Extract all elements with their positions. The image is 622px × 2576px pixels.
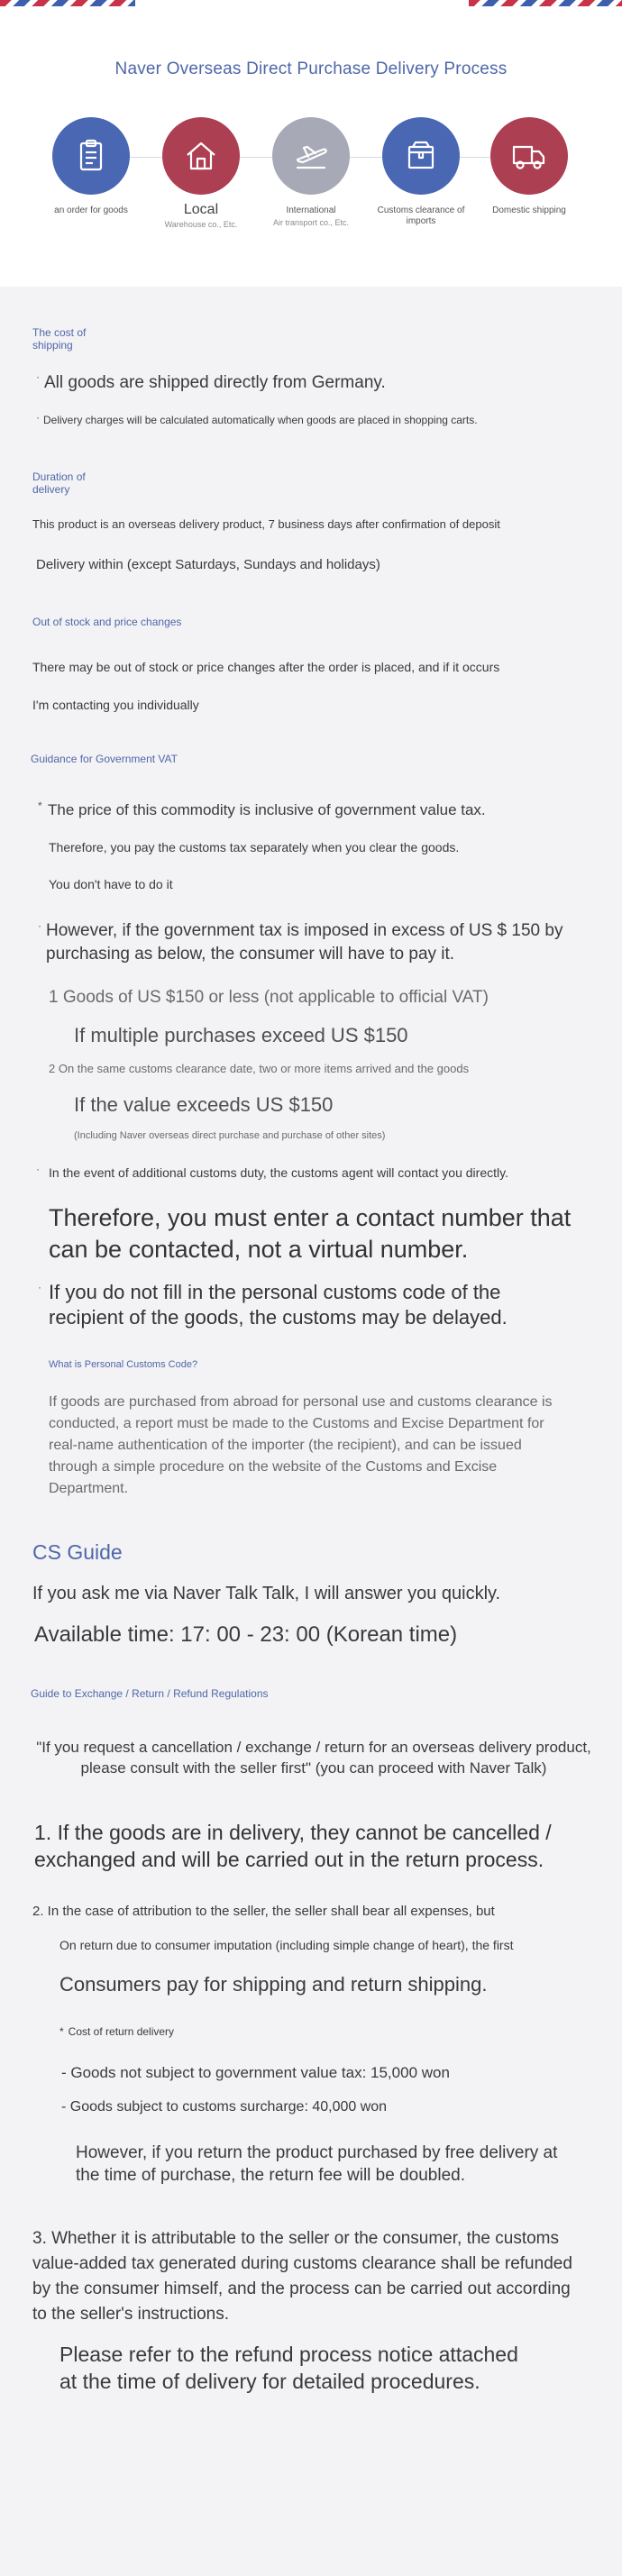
cs-line-2: Available time: 17: 00 - 23: 00 (Korean time) <box>34 1622 458 1647</box>
vat-item-2: 2 On the same customs clearance date, two or more items arrived and the goods <box>49 1062 470 1075</box>
step-label: International <box>286 206 336 215</box>
step-label: Local <box>183 202 219 217</box>
step-label: an order for goods <box>54 206 128 215</box>
page-title: Naver Overseas Direct Purchase Delivery Process <box>114 59 508 78</box>
refund-point-1: 1. If the goods are in delivery, they cannot be cancelled / exchanged and will be carried out in the return process. <box>34 1821 552 1871</box>
refund-point-2b: Consumers pay for shipping and return shipping. <box>59 1973 488 1996</box>
step-customs <box>362 117 480 227</box>
customs-duty-line: · In the event of additional customs duty, the customs agent will contact you directly. <box>36 1163 508 1180</box>
asterisk: * <box>59 2025 64 2038</box>
cs-line-1: If you ask me via Naver Talk Talk, I will answer you quickly. <box>32 1584 501 1603</box>
duration-heading: Duration of delivery <box>32 470 86 496</box>
vat-heading: Guidance for Government VAT <box>31 753 178 765</box>
step-label: Customs clearance of imports <box>377 206 465 226</box>
pcc-question: What is Personal Customs Code? <box>49 1359 198 1370</box>
step-international <box>252 117 370 228</box>
delivery-steps <box>0 117 622 252</box>
step-local <box>142 117 260 230</box>
truck-icon <box>490 117 568 195</box>
refund-point-3: 3. Whether it is attributable to the seller or the consumer, the customs value-added tax generated during customs clearance shall be refunded by the consumer himself, and the process can be carried out according to the seller's instructions. <box>32 2229 572 2324</box>
airplane-icon <box>272 117 350 195</box>
step-order <box>32 117 150 216</box>
stock-heading: Out of stock and price changes <box>32 616 182 628</box>
cost-line-1: · All goods are shipped directly from Germany. <box>36 370 386 392</box>
clipboard-icon <box>52 117 130 195</box>
return-cost-label: * Cost of return delivery <box>59 2025 175 2038</box>
cost-heading: The cost of shipping <box>32 326 87 352</box>
bullet: · <box>36 370 40 383</box>
cost-line-2: · Delivery charges will be calculated automatically when goods are placed in shopping carts. <box>36 411 478 426</box>
step-sublabel: Air transport co., Etc. <box>272 218 350 227</box>
warehouse-icon <box>162 117 240 195</box>
process-banner <box>0 0 622 287</box>
contact-number-notice: Therefore, you must enter a contact number that can be contacted, not a virtual number. <box>49 1204 572 1263</box>
vat-item-2b: If the value exceeds US $150 <box>74 1093 334 1116</box>
vat-line-1: * The price of this commodity is inclusive of government value tax. <box>38 799 486 818</box>
step-label: Domestic shipping <box>492 206 566 215</box>
refund-intro: "If you request a cancellation / exchange / return for an overseas delivery product, please consult with the seller first" (you can proceed with Naver Talk) <box>36 1739 591 1777</box>
duration-line-2: Delivery within (except Saturdays, Sundays and holidays) <box>36 557 380 572</box>
refund-heading: Guide to Exchange / Return / Refund Regulations <box>31 1687 269 1700</box>
vat-item-1b: If multiple purchases exceed US $150 <box>74 1024 408 1046</box>
pcc-notice: · If you do not fill in the personal customs code of the recipient of the goods, the customs may be delayed. <box>38 1280 570 1330</box>
return-cost-2: - Goods subject to customs surcharge: 40,000 won <box>61 2099 388 2115</box>
duration-line-1: This product is an overseas delivery product, 7 business days after confirmation of deposit <box>32 517 500 531</box>
free-delivery-notice: However, if you return the product purchased by free delivery at the time of purchase, the return fee will be doubled. <box>76 2143 558 2185</box>
vat-item-1: 1 Goods of US $150 or less (not applicable to official VAT) <box>49 988 489 1007</box>
pcc-answer: If goods are purchased from abroad for personal use and customs clearance is conducted, a report must be made to the Customs and Excise Department for real-name authentication of the importer (the recipient), and can be issued through a simple procedure on the website of the Customs and Excise Department. <box>49 1394 553 1496</box>
vat-line-4: · However, if the government tax is imposed in excess of US $ 150 by purchasing as below, the consumer will have to pay it. <box>38 919 570 966</box>
airmail-stripe-right <box>469 0 622 6</box>
refund-process-notice: Please refer to the refund process notice attached at the time of delivery for detailed procedures. <box>59 2343 518 2393</box>
bullet: · <box>38 919 41 932</box>
bullet: · <box>38 1281 41 1293</box>
bullet: * <box>38 799 42 812</box>
return-cost-1: - Goods not subject to government value tax: 15,000 won <box>61 2064 450 2081</box>
refund-point-2a: On return due to consumer imputation (including simple change of heart), the first <box>59 1938 514 1952</box>
bullet: · <box>36 411 40 424</box>
stock-line-2: I'm contacting you individually <box>32 698 199 712</box>
step-domestic <box>471 117 588 216</box>
refund-point-2: 2. In the case of attribution to the seller, the seller shall bear all expenses, but <box>32 1904 495 1919</box>
airmail-stripe-left <box>0 0 135 6</box>
cs-heading: CS Guide <box>32 1540 123 1564</box>
stock-line-1: There may be out of stock or price changes after the order is placed, and if it occurs <box>32 660 500 674</box>
step-sublabel: Warehouse co., Etc. <box>164 220 238 229</box>
bullet: · <box>36 1163 40 1175</box>
package-icon <box>382 117 460 195</box>
vat-item-2c: (Including Naver overseas direct purchase and purchase of other sites) <box>74 1130 386 1141</box>
vat-line-2: Therefore, you pay the customs tax separately when you clear the goods. <box>49 840 460 854</box>
vat-line-3: You don't have to do it <box>49 877 173 891</box>
